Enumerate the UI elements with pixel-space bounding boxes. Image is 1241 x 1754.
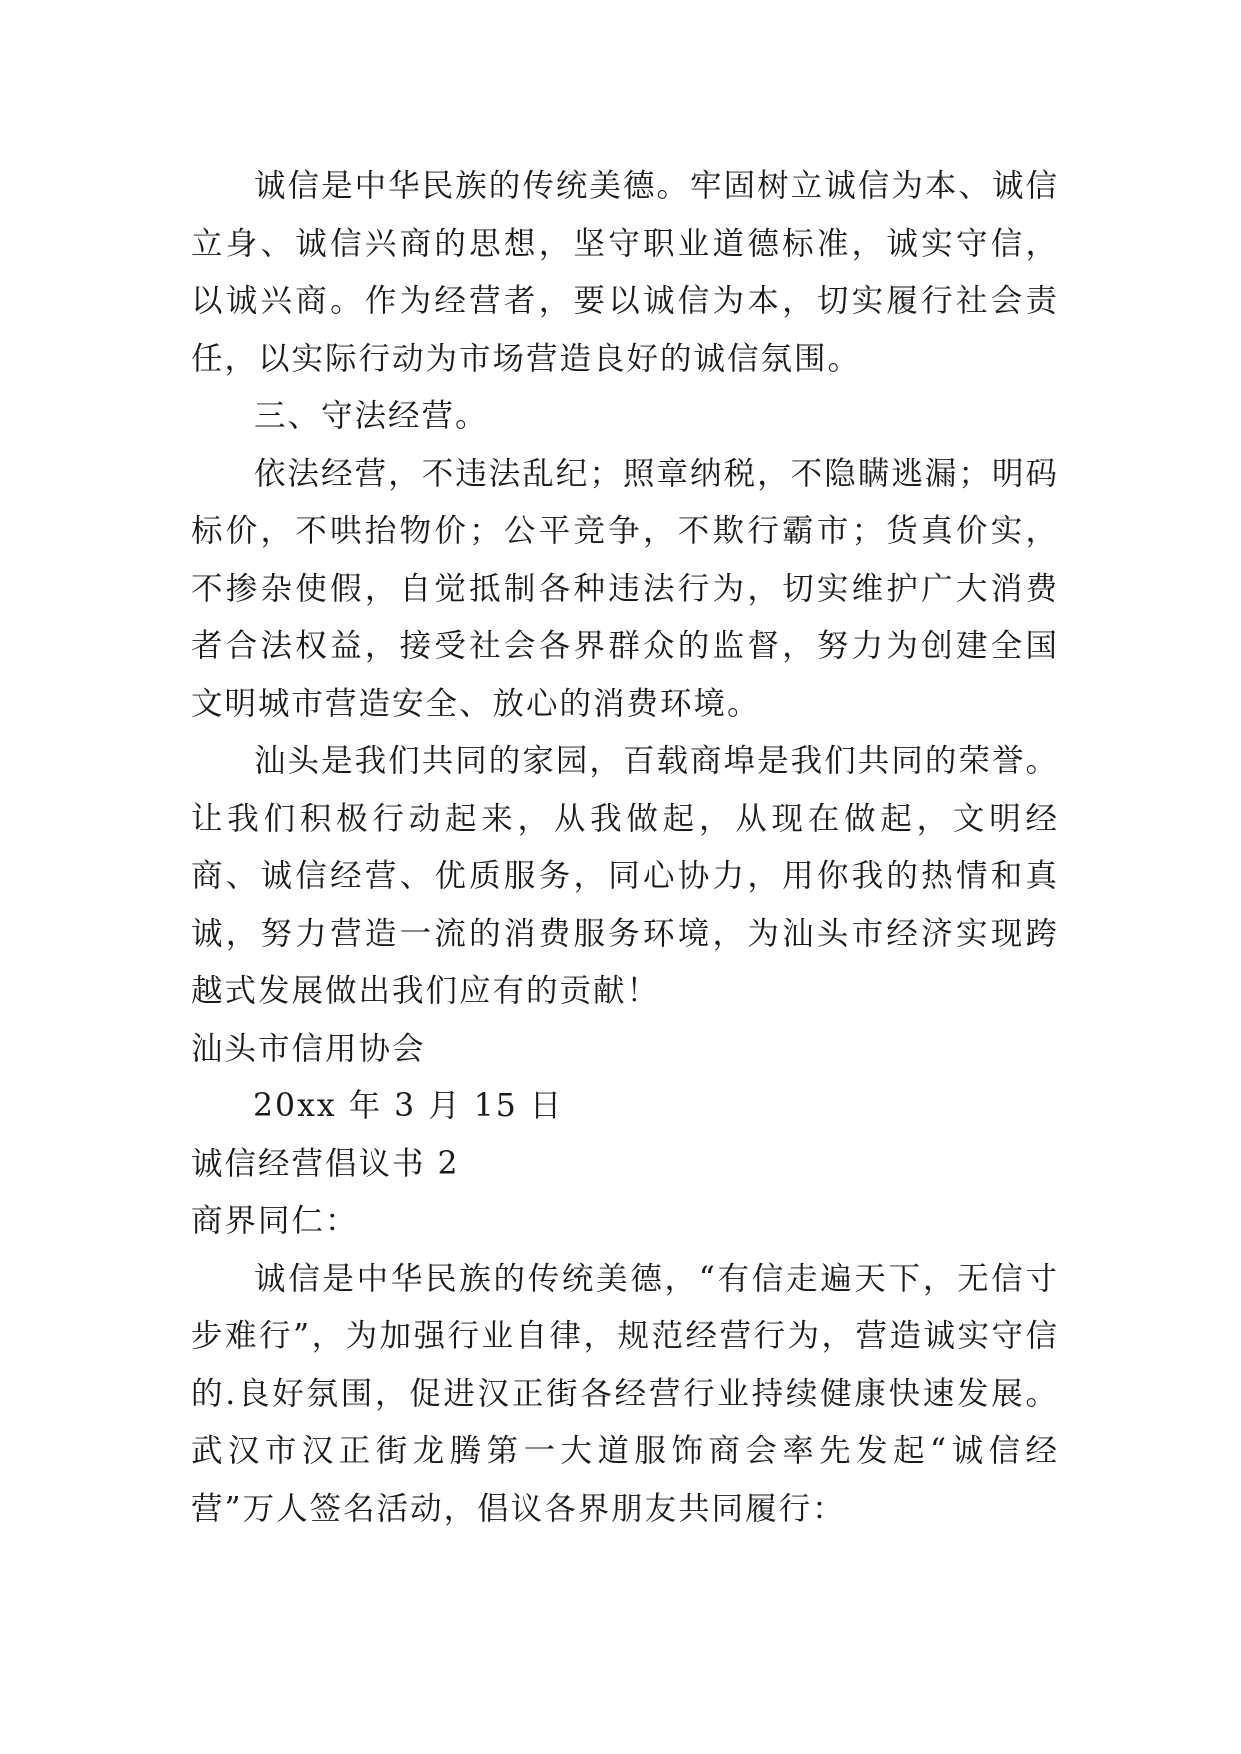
- salutation: 商界同仁：: [191, 1203, 359, 1239]
- paragraph-lawful-operation: 依法经营，不违法乱纪；照章纳税，不隐瞒逃漏；明码标价，不哄抬物价；公平竞争，不欺行霸市；货真价实，不掺杂使假，自觉抵制各种违法行为，切实维护广大消费者合法权益，接受社会各界群众的监督，努力为创建全国文明城市营造安全、放心的消费环境。: [191, 455, 1059, 722]
- paragraph-initiative: 诚信是中华民族的传统美德，“有信走遍天下，无信寸步难行”，为加强行业自律，规范经营行为，营造诚实守信的.良好氛围，促进汉正街各经营行业持续健康快速发展。武汉市汉正街龙腾第一大道服饰商会率先发起“诚信经营”万人签名活动，倡议各界朋友共同履行：: [191, 1260, 1059, 1527]
- paragraph-shantou-call: 汕头是我们共同的家园，百载商埠是我们共同的荣誉。让我们积极行动起来，从我做起，从现在做起，文明经商、诚信经营、优质服务，同心协力，用你我的热情和真诚，努力营造一流的消费服务环境，为汕头市经济实现跨越式发展做出我们应有的贡献！: [191, 743, 1059, 1009]
- document-body: [191, 158, 1059, 1538]
- signature-date: 20xx 年 3 月 15 日: [253, 1088, 564, 1124]
- paragraph-integrity-virtue: 诚信是中华民族的传统美德。牢固树立诚信为本、诚信立身、诚信兴商的思想，坚守职业道德标准，诚实守信，以诚兴商。作为经营者，要以诚信为本，切实履行社会责任，以实际行动为市场营造良好的诚信氛围。: [191, 168, 1059, 377]
- document-title-2: 诚信经营倡议书 2: [191, 1145, 460, 1182]
- section-heading-lawful-operation: 三、守法经营。: [254, 398, 489, 434]
- signature-organization: 汕头市信用协会: [191, 1030, 426, 1067]
